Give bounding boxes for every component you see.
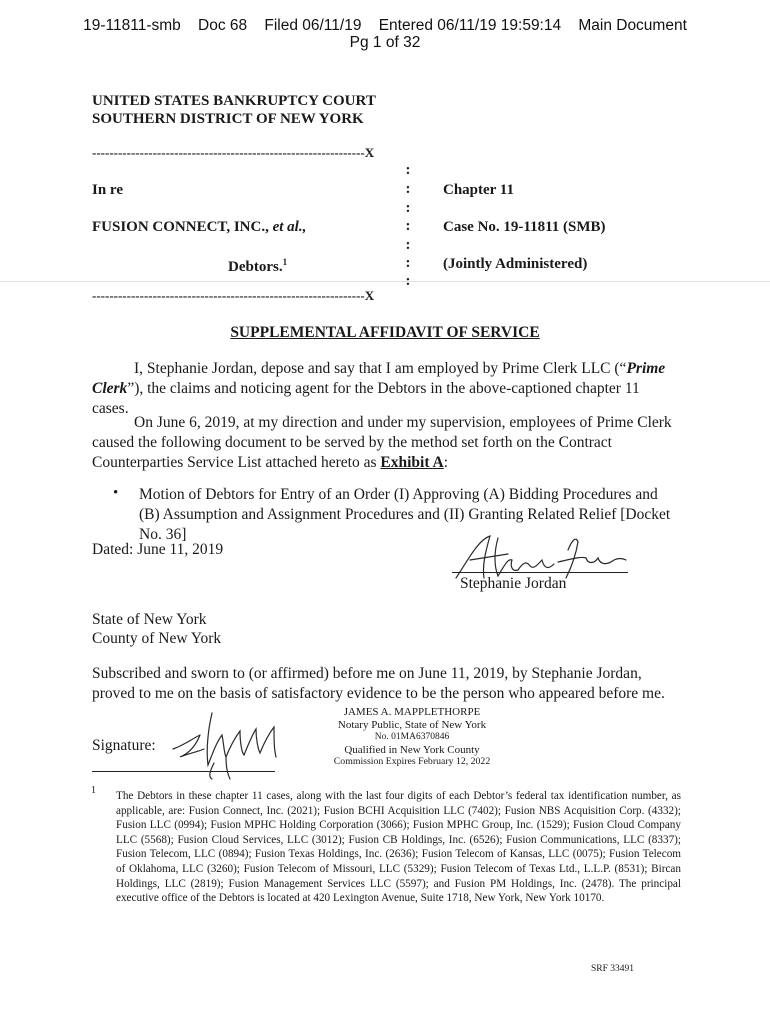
footnote-reference: 1 xyxy=(282,257,288,267)
p2-text-b: : xyxy=(443,454,449,471)
caption-colon: : xyxy=(405,162,411,178)
caption-colon: : xyxy=(405,255,411,271)
bullet-icon: • xyxy=(113,485,119,501)
p2-text-a: On June 6, 2019, at my direction and under my supervision, employees of Prime Clerk caused the following document to be served by the method set forth on the Contract Counterparties Service List attached hereto as xyxy=(92,414,672,471)
p1-text-b: ”), the claims and noticing agent for the Debtors in the above-captioned chapter 11 cases. xyxy=(92,380,640,417)
notary-signature-graphic xyxy=(170,705,285,780)
document-title: SUPPLEMENTAL AFFIDAVIT OF SERVICE xyxy=(230,324,540,341)
notary-number: No. 01MA6370846 xyxy=(374,732,450,742)
caption-in-re: In re xyxy=(92,182,123,198)
court-name-line-2: SOUTHERN DISTRICT OF NEW YORK xyxy=(92,111,364,127)
debtor-name-text: FUSION CONNECT, INC., xyxy=(92,219,269,235)
header-entered: Entered 06/11/19 19:59:14 xyxy=(378,17,562,34)
notary-qualified: Qualified in New York County xyxy=(344,743,480,756)
notary-signature-line xyxy=(92,771,275,772)
venue-county: County of New York xyxy=(92,630,222,647)
notary-name: JAMES A. MAPPLETHORPE xyxy=(343,706,481,718)
caption-case-number: Case No. 19-11811 (SMB) xyxy=(443,219,606,235)
debtors-label-text: Debtors. xyxy=(228,259,283,275)
footnote-debtor-list: The Debtors in these chapter 11 cases, along with the last four digits of each Debtor’s federal tax identification number, as applicable, are: Fusion Connect, Inc. (2021); Fusion BCHI Acquisition LLC (7402); Fusion NBS Acquisition Corp. (4332); Fusion LLC (0994); Fusion MPHC Holding Corporation (3066); Fusion MPHC Group, Inc. (1529); Fusion Cloud Company LLC (5568); Fusion Cloud Services, LLC (3012); Fusion CB Holdings, Inc. (6526); Fusion Communications, LLC (8337); Fusion Telecom, LLC (0894); Fusion Texas Holdings, Inc. (2636); Fusion Telecom of Kansas, LLC (0075); Fusion Telecom of Oklahoma, LLC (3260); Fusion Telecom of Missouri, LLC (5329); Fusion Telecom of Texas Ltd., L.L.P. (8531); Bircan Holdings, LLC (2819); Fusion Management Services LLC (5597); and Fusion PM Holdings, Inc. (2478). The principal executive office of the Debtors is located at 420 Lexington Avenue, Suite 1718, New York, New York 10170. xyxy=(116,790,681,905)
ecf-header-line-1 xyxy=(0,17,770,35)
affiant-printed-name: Stephanie Jordan xyxy=(460,575,567,592)
court-name-line-1: UNITED STATES BANKRUPTCY COURT xyxy=(92,93,376,109)
scan-artifact-line xyxy=(0,281,770,282)
p1-text-a: I, Stephanie Jordan, depose and say that I am employed by Prime Clerk LLC (“ xyxy=(134,360,627,377)
dated-line: Dated: June 11, 2019 xyxy=(92,541,224,558)
notary-expiration: Commission Expires February 12, 2022 xyxy=(333,756,491,767)
caption-bottom-dash-line: ---------------------------------------------------------------X xyxy=(92,288,375,303)
header-main-document: Main Document xyxy=(578,17,687,34)
signature-label: Signature: xyxy=(92,737,156,754)
venue-state: State of New York xyxy=(92,611,207,628)
affiant-signature-line xyxy=(452,572,628,573)
served-document-bullet: Motion of Debtors for Entry of an Order (I) Approving (A) Bidding Procedures and (B) Assumption and Assignment Procedures and (II) Granting Related Relief [Docket No. 36] xyxy=(139,486,671,543)
header-filed: Filed 06/11/19 xyxy=(264,17,362,34)
caption-debtors-label xyxy=(228,253,287,277)
caption-colon: : xyxy=(405,237,411,253)
caption-debtor-name xyxy=(92,218,306,237)
header-doc: Doc 68 xyxy=(198,17,248,34)
caption-colon: : xyxy=(405,181,411,197)
jurat-text: Subscribed and sworn to (or affirmed) before me on June 11, 2019, by Stephanie Jordan, proved to me on the basis of satisfactory evidence to be the person who appeared before me. xyxy=(92,665,665,702)
caption-colon: : xyxy=(405,200,411,216)
srf-reference: SRF 33491 xyxy=(591,964,635,974)
footnote-marker: 1 xyxy=(91,785,96,796)
affidavit-paragraph-2 xyxy=(92,413,680,473)
header-page-number: Pg 1 of 32 xyxy=(349,34,421,51)
notary-stamp xyxy=(322,706,502,769)
header-case-number: 19-11811-smb xyxy=(83,17,181,34)
et-al-text: et al., xyxy=(272,219,307,235)
caption-administration: (Jointly Administered) xyxy=(443,256,588,272)
caption-chapter: Chapter 11 xyxy=(443,182,514,198)
exhibit-a-reference: Exhibit A xyxy=(380,454,444,471)
caption-top-dash-line: ---------------------------------------------------------------X xyxy=(92,145,375,160)
caption-colon: : xyxy=(405,218,411,234)
prime-clerk-defined-term: Prime Clerk xyxy=(92,360,666,397)
affidavit-paragraph-1 xyxy=(92,359,680,419)
notary-title: Notary Public, State of New York xyxy=(337,718,487,731)
